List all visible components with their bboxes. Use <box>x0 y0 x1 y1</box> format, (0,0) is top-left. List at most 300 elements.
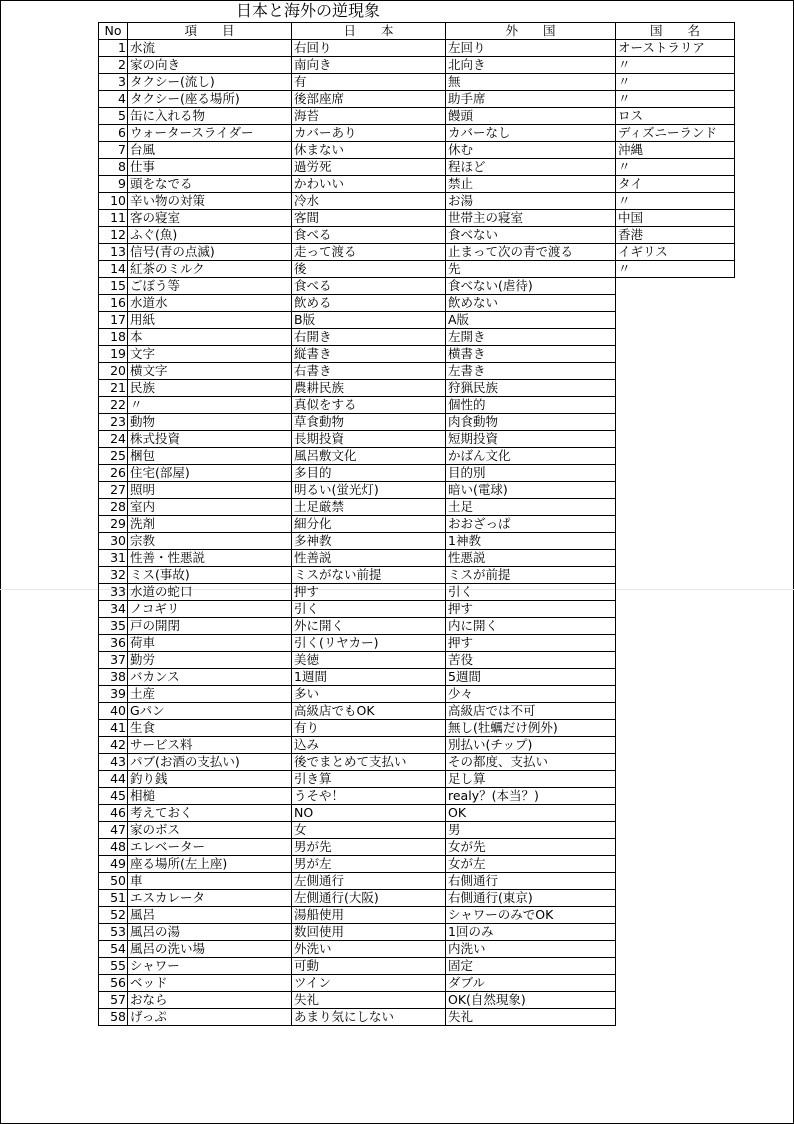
table-row <box>99 346 735 363</box>
cell-country <box>616 856 735 873</box>
cell-foreign: 目的別 <box>446 465 616 482</box>
cell-no: 29 <box>99 516 128 533</box>
table-row <box>99 57 735 74</box>
cell-country <box>616 601 735 618</box>
cell-country <box>616 652 735 669</box>
cell-country: オーストラリア <box>616 40 735 57</box>
cell-item: パブ(お酒の支払い) <box>128 754 292 771</box>
table-row <box>99 363 735 380</box>
cell-japan: 込み <box>292 737 446 754</box>
cell-country <box>616 873 735 890</box>
cell-item: 文字 <box>128 346 292 363</box>
cell-japan: 走って渡る <box>292 244 446 261</box>
cell-item: ごぼう等 <box>128 278 292 295</box>
header-item: 項 目 <box>128 23 292 40</box>
cell-foreign: 左開き <box>446 329 616 346</box>
cell-country <box>616 295 735 312</box>
cell-foreign: ダブル <box>446 975 616 992</box>
cell-country <box>616 975 735 992</box>
cell-country: 沖縄 <box>616 142 735 159</box>
cell-item: げっぷ <box>128 1009 292 1026</box>
cell-foreign: 北向き <box>446 57 616 74</box>
cell-no: 54 <box>99 941 128 958</box>
cell-country <box>616 499 735 516</box>
cell-no: 49 <box>99 856 128 873</box>
cell-country <box>616 346 735 363</box>
cell-item: タクシー(流し) <box>128 74 292 91</box>
cell-item: ふぐ(魚) <box>128 227 292 244</box>
cell-foreign: 飲めない <box>446 295 616 312</box>
cell-japan: 失礼 <box>292 992 446 1009</box>
cell-no: 14 <box>99 261 128 278</box>
table-row <box>99 329 735 346</box>
cell-japan: 男が先 <box>292 839 446 856</box>
cell-foreign: ミスが前提 <box>446 567 616 584</box>
cell-no: 44 <box>99 771 128 788</box>
table-row <box>99 312 735 329</box>
cell-japan: 冷水 <box>292 193 446 210</box>
header-foreign: 外 国 <box>446 23 616 40</box>
cell-item: 民族 <box>128 380 292 397</box>
cell-country <box>616 550 735 567</box>
cell-foreign: realy？(本当？) <box>446 788 616 805</box>
cell-no: 45 <box>99 788 128 805</box>
cell-foreign: 性悪説 <box>446 550 616 567</box>
cell-country <box>616 890 735 907</box>
table-row <box>99 1009 735 1026</box>
cell-no: 37 <box>99 652 128 669</box>
cell-country <box>616 720 735 737</box>
cell-no: 52 <box>99 907 128 924</box>
header-japan: 日 本 <box>292 23 446 40</box>
cell-foreign: 横書き <box>446 346 616 363</box>
table-row <box>99 159 735 176</box>
cell-foreign: 苦役 <box>446 652 616 669</box>
cell-japan: 女 <box>292 822 446 839</box>
cell-item: 動物 <box>128 414 292 431</box>
cell-japan: 後 <box>292 261 446 278</box>
cell-foreign: その都度、支払い <box>446 754 616 771</box>
cell-no: 8 <box>99 159 128 176</box>
cell-japan: 引く <box>292 601 446 618</box>
cell-country: ロス <box>616 108 735 125</box>
cell-japan: 可動 <box>292 958 446 975</box>
cell-japan: 後部座席 <box>292 91 446 108</box>
cell-item: 株式投資 <box>128 431 292 448</box>
cell-no: 18 <box>99 329 128 346</box>
cell-japan: 後でまとめて支払い <box>292 754 446 771</box>
table-row <box>99 890 735 907</box>
cell-item: 紅茶のミルク <box>128 261 292 278</box>
cell-japan: 縦書き <box>292 346 446 363</box>
cell-foreign: 暗い(電球) <box>446 482 616 499</box>
cell-foreign: 高級店では不可 <box>446 703 616 720</box>
cell-item: 台風 <box>128 142 292 159</box>
cell-foreign: 内洗い <box>446 941 616 958</box>
cell-no: 35 <box>99 618 128 635</box>
cell-japan: B版 <box>292 312 446 329</box>
cell-japan: かわいい <box>292 176 446 193</box>
cell-country <box>616 669 735 686</box>
table-row <box>99 295 735 312</box>
cell-no: 20 <box>99 363 128 380</box>
cell-japan: 休まない <box>292 142 446 159</box>
cell-country: タイ <box>616 176 735 193</box>
cell-japan: 男が左 <box>292 856 446 873</box>
table-row <box>99 176 735 193</box>
cell-country: 中国 <box>616 210 735 227</box>
cell-no: 46 <box>99 805 128 822</box>
cell-no: 16 <box>99 295 128 312</box>
cell-foreign: 個性的 <box>446 397 616 414</box>
cell-country: イギリス <box>616 244 735 261</box>
cell-japan: 真似をする <box>292 397 446 414</box>
table-row <box>99 703 735 720</box>
cell-item: 梱包 <box>128 448 292 465</box>
cell-country <box>616 839 735 856</box>
table-row <box>99 91 735 108</box>
cell-item: 辛い物の対策 <box>128 193 292 210</box>
cell-item: 水道水 <box>128 295 292 312</box>
cell-no: 10 <box>99 193 128 210</box>
cell-country: 〃 <box>616 159 735 176</box>
cell-no: 11 <box>99 210 128 227</box>
cell-foreign: 饅頭 <box>446 108 616 125</box>
cell-no: 39 <box>99 686 128 703</box>
cell-foreign: 別払い(チップ) <box>446 737 616 754</box>
cell-no: 47 <box>99 822 128 839</box>
cell-item: バカンス <box>128 669 292 686</box>
cell-item: 本 <box>128 329 292 346</box>
cell-country <box>616 516 735 533</box>
cell-country: 〃 <box>616 261 735 278</box>
cell-country <box>616 958 735 975</box>
cell-country <box>616 533 735 550</box>
cell-no: 31 <box>99 550 128 567</box>
cell-country <box>616 312 735 329</box>
table-row <box>99 601 735 618</box>
cell-foreign: 女が左 <box>446 856 616 873</box>
cell-foreign: 食べない <box>446 227 616 244</box>
table-row <box>99 992 735 1009</box>
cell-no: 43 <box>99 754 128 771</box>
cell-japan: 飲める <box>292 295 446 312</box>
cell-country: 香港 <box>616 227 735 244</box>
table-row <box>99 74 735 91</box>
cell-no: 58 <box>99 1009 128 1026</box>
cell-item: 横文字 <box>128 363 292 380</box>
cell-foreign: 失礼 <box>446 1009 616 1026</box>
cell-item: 勤労 <box>128 652 292 669</box>
cell-country <box>616 907 735 924</box>
cell-country <box>616 788 735 805</box>
cell-item: 車 <box>128 873 292 890</box>
table-row <box>99 431 735 448</box>
cell-japan: 草食動物 <box>292 414 446 431</box>
cell-foreign: 無し(牡蠣だけ例外) <box>446 720 616 737</box>
table-row <box>99 771 735 788</box>
cell-japan: 風呂敷文化 <box>292 448 446 465</box>
cell-item: 用紙 <box>128 312 292 329</box>
table-row <box>99 856 735 873</box>
comparison-table <box>98 22 735 1026</box>
cell-japan: NO <box>292 805 446 822</box>
cell-country <box>616 737 735 754</box>
cell-no: 57 <box>99 992 128 1009</box>
cell-country <box>616 380 735 397</box>
cell-no: 55 <box>99 958 128 975</box>
cell-japan: 1週間 <box>292 669 446 686</box>
cell-country <box>616 805 735 822</box>
cell-japan: 左側通行(大阪) <box>292 890 446 907</box>
table-row <box>99 380 735 397</box>
cell-foreign: 1神教 <box>446 533 616 550</box>
table-row <box>99 448 735 465</box>
cell-item: 洗剤 <box>128 516 292 533</box>
cell-japan: 押す <box>292 584 446 601</box>
header-country: 国 名 <box>616 23 735 40</box>
table-row <box>99 516 735 533</box>
table-row <box>99 737 735 754</box>
cell-foreign: 左書き <box>446 363 616 380</box>
cell-foreign: 右側通行(東京) <box>446 890 616 907</box>
cell-japan: 多目的 <box>292 465 446 482</box>
cell-country <box>616 278 735 295</box>
cell-no: 53 <box>99 924 128 941</box>
cell-no: 27 <box>99 482 128 499</box>
cell-foreign: 固定 <box>446 958 616 975</box>
cell-item: ノコギリ <box>128 601 292 618</box>
cell-item: 家の向き <box>128 57 292 74</box>
cell-item: 水道の蛇口 <box>128 584 292 601</box>
table-row <box>99 686 735 703</box>
cell-japan: 外洗い <box>292 941 446 958</box>
cell-japan: 有り <box>292 720 446 737</box>
cell-country <box>616 635 735 652</box>
cell-item: 〃 <box>128 397 292 414</box>
cell-japan: 数回使用 <box>292 924 446 941</box>
cell-japan: 引き算 <box>292 771 446 788</box>
cell-country <box>616 1009 735 1026</box>
cell-no: 22 <box>99 397 128 414</box>
cell-no: 32 <box>99 567 128 584</box>
cell-no: 40 <box>99 703 128 720</box>
cell-no: 25 <box>99 448 128 465</box>
header-row <box>99 23 735 40</box>
cell-item: ウォータースライダー <box>128 125 292 142</box>
cell-item: 宗教 <box>128 533 292 550</box>
cell-item: 相槌 <box>128 788 292 805</box>
table-row <box>99 975 735 992</box>
cell-japan: 高級店でもOK <box>292 703 446 720</box>
table-row <box>99 193 735 210</box>
table-row <box>99 907 735 924</box>
cell-item: 土産 <box>128 686 292 703</box>
cell-country: 〃 <box>616 57 735 74</box>
cell-item: 風呂の湯 <box>128 924 292 941</box>
cell-japan: 細分化 <box>292 516 446 533</box>
cell-item: 釣り銭 <box>128 771 292 788</box>
cell-no: 48 <box>99 839 128 856</box>
cell-no: 7 <box>99 142 128 159</box>
cell-no: 5 <box>99 108 128 125</box>
table-row <box>99 142 735 159</box>
cell-item: 性善・性悪説 <box>128 550 292 567</box>
cell-foreign: かばん文化 <box>446 448 616 465</box>
cell-item: 客の寝室 <box>128 210 292 227</box>
cell-foreign: 左回り <box>446 40 616 57</box>
table-row <box>99 584 735 601</box>
cell-country <box>616 482 735 499</box>
cell-no: 30 <box>99 533 128 550</box>
cell-item: サービス料 <box>128 737 292 754</box>
cell-no: 36 <box>99 635 128 652</box>
cell-no: 19 <box>99 346 128 363</box>
cell-item: 座る場所(左上座) <box>128 856 292 873</box>
cell-item: 住宅(部屋) <box>128 465 292 482</box>
table-row <box>99 618 735 635</box>
cell-item: 荷車 <box>128 635 292 652</box>
cell-japan: 右開き <box>292 329 446 346</box>
cell-no: 41 <box>99 720 128 737</box>
cell-country: 〃 <box>616 74 735 91</box>
cell-japan: 過労死 <box>292 159 446 176</box>
cell-japan: あまり気にしない <box>292 1009 446 1026</box>
cell-item: 室内 <box>128 499 292 516</box>
table-row <box>99 244 735 261</box>
cell-no: 21 <box>99 380 128 397</box>
cell-item: 戸の開閉 <box>128 618 292 635</box>
cell-japan: 多い <box>292 686 446 703</box>
cell-japan: 右回り <box>292 40 446 57</box>
cell-foreign: 5週間 <box>446 669 616 686</box>
cell-foreign: 少々 <box>446 686 616 703</box>
cell-foreign: 助手席 <box>446 91 616 108</box>
cell-japan: 多神教 <box>292 533 446 550</box>
cell-country <box>616 397 735 414</box>
cell-japan: カバーあり <box>292 125 446 142</box>
cell-foreign: 男 <box>446 822 616 839</box>
cell-item: おなら <box>128 992 292 1009</box>
table-row <box>99 720 735 737</box>
cell-item: 生食 <box>128 720 292 737</box>
cell-foreign: 右側通行 <box>446 873 616 890</box>
table-row <box>99 40 735 57</box>
table-row <box>99 839 735 856</box>
cell-no: 34 <box>99 601 128 618</box>
cell-no: 2 <box>99 57 128 74</box>
cell-japan: 農耕民族 <box>292 380 446 397</box>
table-row <box>99 822 735 839</box>
cell-country: 〃 <box>616 91 735 108</box>
cell-foreign: お湯 <box>446 193 616 210</box>
cell-foreign: 食べない(虐待) <box>446 278 616 295</box>
table-row <box>99 499 735 516</box>
cell-no: 4 <box>99 91 128 108</box>
document-title: 日本と海外の逆現象 <box>236 1 381 20</box>
cell-japan: 長期投資 <box>292 431 446 448</box>
cell-japan: ミスがない前提 <box>292 567 446 584</box>
table-row <box>99 567 735 584</box>
cell-no: 50 <box>99 873 128 890</box>
table-row <box>99 958 735 975</box>
cell-no: 26 <box>99 465 128 482</box>
cell-foreign: OK(自然現象) <box>446 992 616 1009</box>
table-row <box>99 108 735 125</box>
cell-japan: 湯船使用 <box>292 907 446 924</box>
cell-country <box>616 618 735 635</box>
cell-japan: 客間 <box>292 210 446 227</box>
cell-country <box>616 363 735 380</box>
cell-japan: 性善説 <box>292 550 446 567</box>
cell-foreign: 足し算 <box>446 771 616 788</box>
cell-foreign: 止まって次の青で渡る <box>446 244 616 261</box>
table-row <box>99 550 735 567</box>
cell-country <box>616 414 735 431</box>
cell-japan: 食べる <box>292 278 446 295</box>
cell-foreign: シャワーのみでOK <box>446 907 616 924</box>
cell-country: ディズニーランド <box>616 125 735 142</box>
cell-japan: 右書き <box>292 363 446 380</box>
cell-foreign: 休む <box>446 142 616 159</box>
cell-japan: ツイン <box>292 975 446 992</box>
cell-item: 風呂の洗い場 <box>128 941 292 958</box>
cell-japan: 左側通行 <box>292 873 446 890</box>
cell-country <box>616 771 735 788</box>
table-row <box>99 788 735 805</box>
cell-country <box>616 992 735 1009</box>
cell-foreign: 肉食動物 <box>446 414 616 431</box>
cell-japan: 土足厳禁 <box>292 499 446 516</box>
cell-japan: 南向き <box>292 57 446 74</box>
cell-no: 6 <box>99 125 128 142</box>
cell-no: 3 <box>99 74 128 91</box>
table-row <box>99 482 735 499</box>
cell-country <box>616 567 735 584</box>
cell-item: 頭をなでる <box>128 176 292 193</box>
cell-foreign: 狩猟民族 <box>446 380 616 397</box>
cell-foreign: 禁止 <box>446 176 616 193</box>
table-row <box>99 805 735 822</box>
table-row <box>99 669 735 686</box>
cell-country: 〃 <box>616 193 735 210</box>
cell-foreign: 押す <box>446 601 616 618</box>
cell-country <box>616 448 735 465</box>
table-row <box>99 278 735 295</box>
table-row <box>99 397 735 414</box>
cell-japan: 引く(リヤカー) <box>292 635 446 652</box>
cell-country <box>616 822 735 839</box>
cell-item: エスカレータ <box>128 890 292 907</box>
table-row <box>99 873 735 890</box>
cell-no: 23 <box>99 414 128 431</box>
cell-no: 1 <box>99 40 128 57</box>
cell-foreign: 押す <box>446 635 616 652</box>
cell-no: 51 <box>99 890 128 907</box>
cell-foreign: 1回のみ <box>446 924 616 941</box>
cell-country <box>616 431 735 448</box>
cell-item: 信号(青の点滅) <box>128 244 292 261</box>
cell-country <box>616 465 735 482</box>
cell-foreign: 程ほど <box>446 159 616 176</box>
table-body <box>99 40 735 1026</box>
table-row <box>99 125 735 142</box>
cell-foreign: おおざっぱ <box>446 516 616 533</box>
cell-foreign: 短期投資 <box>446 431 616 448</box>
cell-foreign: 先 <box>446 261 616 278</box>
cell-item: Gパン <box>128 703 292 720</box>
cell-item: エレベーター <box>128 839 292 856</box>
